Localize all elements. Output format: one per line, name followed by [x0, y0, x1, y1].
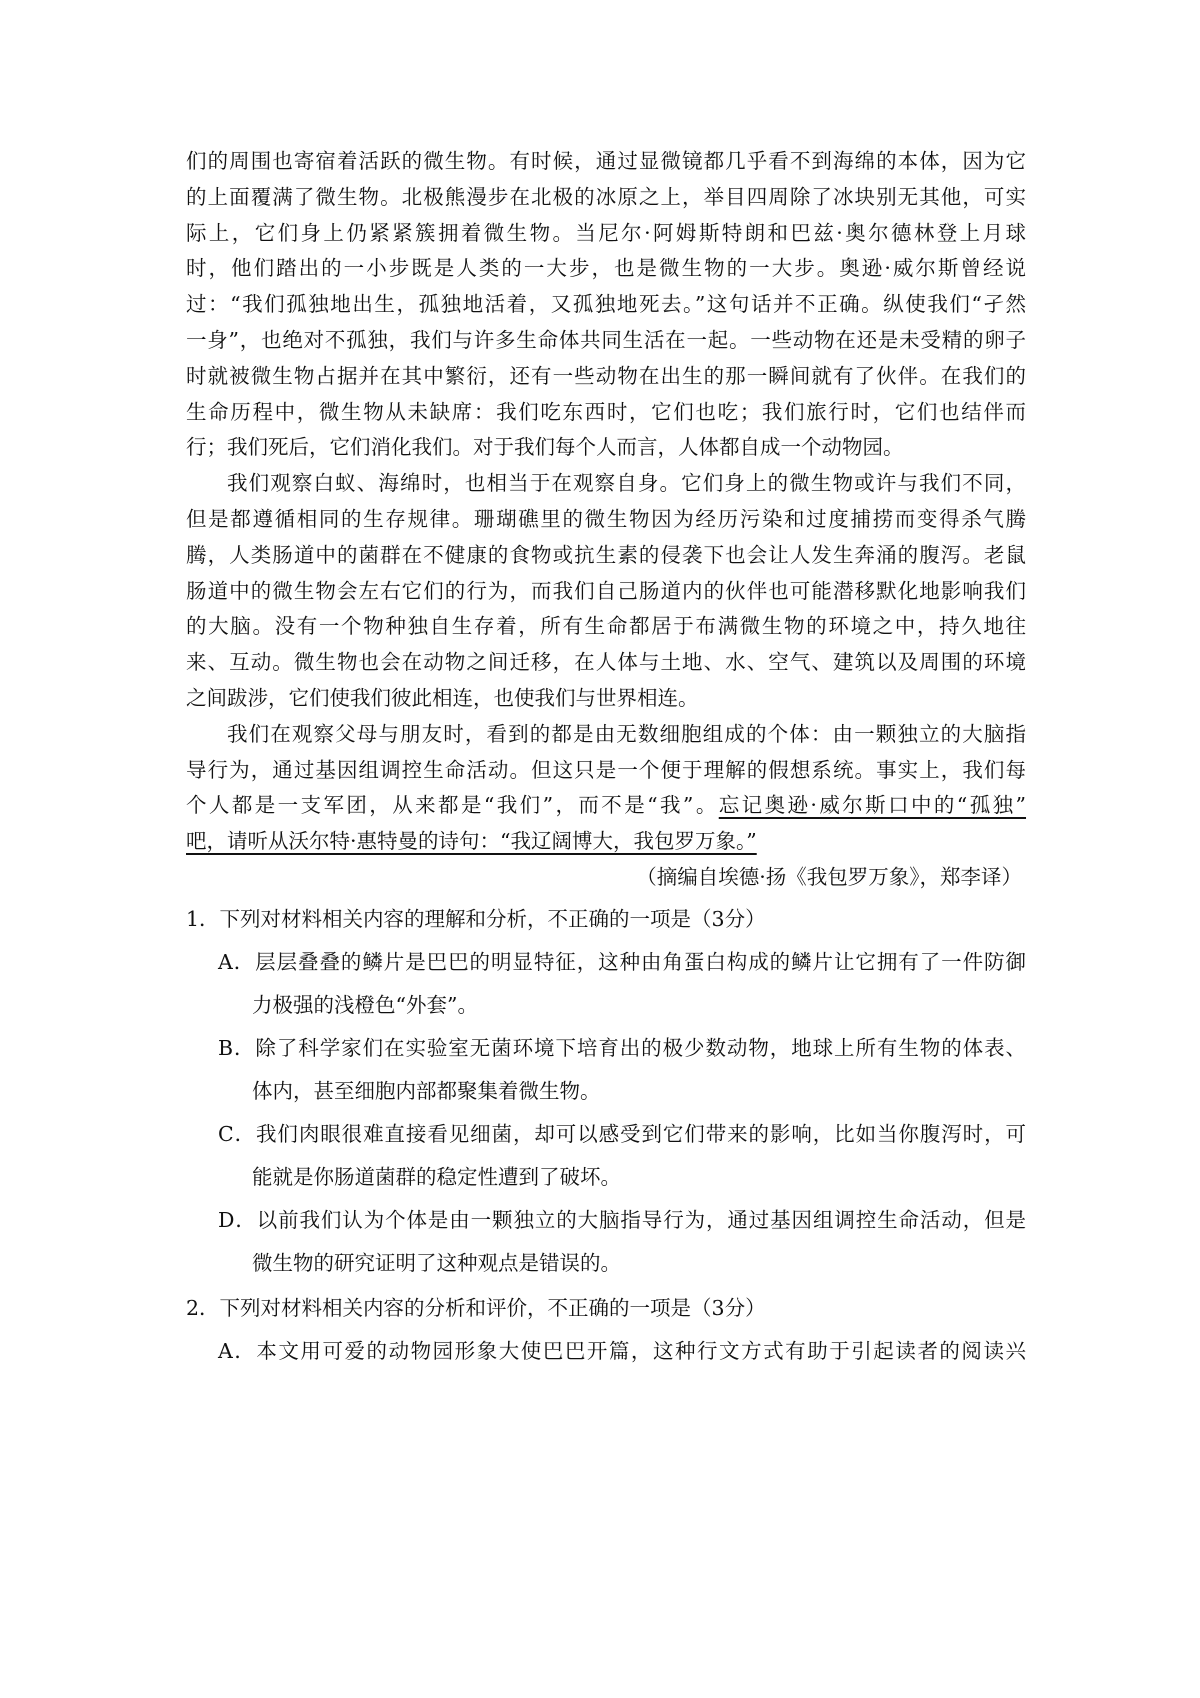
question-2	[186, 1287, 1026, 1373]
text-segment: 个人都是一支军团，从来都是“我们”，而不是“我”。	[186, 793, 719, 818]
option-line: 能就是你肠道菌群的稳定性遭到了破坏。	[252, 1164, 621, 1189]
text-line: 的上面覆满了微生物。北极熊漫步在北极的冰原之上，举目四周除了冰块别无其他，可实	[186, 184, 1026, 209]
option-line: D．以前我们认为个体是由一颗独立的大脑指导行为，通过基因组调控生命活动，但是	[218, 1207, 1026, 1232]
option-c	[186, 1113, 1026, 1199]
option-line: 微生物的研究证明了这种观点是错误的。	[252, 1250, 621, 1275]
text-line: 腾，人类肠道中的菌群在不健康的食物或抗生素的侵袭下也会让人发生奔涌的腹泻。老鼠	[186, 542, 1026, 567]
underlined-sentence: 吧，请听从沃尔特·惠特曼的诗句：“我辽阔博大，我包罗万象。”	[186, 829, 757, 854]
option-d	[186, 1199, 1026, 1285]
text-line: 我们在观察父母与朋友时，看到的都是由无数细胞组成的个体：由一颗独立的大脑指	[227, 721, 1026, 746]
paragraph-3	[186, 717, 1026, 860]
source-citation: （摘编自埃德·扬《我包罗万象》，郑李译）	[636, 864, 1022, 889]
paragraph-1	[186, 144, 1026, 466]
option-line: A．层层叠叠的鳞片是巴巴的明显特征，这种由角蛋白构成的鳞片让它拥有了一件防御	[218, 949, 1026, 974]
text-line: 生命历程中，微生物从未缺席：我们吃东西时，它们也吃；我们旅行时，它们也结伴而	[186, 399, 1026, 424]
option-line: 体内，甚至细胞内部都聚集着微生物。	[252, 1078, 601, 1103]
text-line: 肠道中的微生物会左右它们的行为，而我们自己肠道内的伙伴也可能潜移默化地影响我们	[186, 578, 1026, 603]
text-line: 们的周围也寄宿着活跃的微生物。有时候，通过显微镜都几乎看不到海绵的本体，因为它	[186, 149, 1026, 173]
option-a	[186, 1330, 1026, 1373]
text-line: 时就被微生物占据并在其中繁衍，还有一些动物在出生的那一瞬间就有了伙伴。在我们的	[186, 363, 1026, 388]
text-line	[186, 788, 1026, 824]
text-line: 行；我们死后，它们消化我们。对于我们每个人而言，人体都自成一个动物园。	[186, 435, 904, 460]
text-line: 一身”，也绝对不孤独，我们与许多生命体共同生活在一起。一些动物在还是未受精的卵子	[186, 327, 1026, 352]
option-b	[186, 1027, 1026, 1113]
option-a	[186, 941, 1026, 1027]
option-line: B．除了科学家们在实验室无菌环境下培育出的极少数动物，地球上所有生物的体表、	[218, 1035, 1026, 1060]
text-line: 时，他们踏出的一小步既是人类的一大步，也是微生物的一大步。奥逊·威尔斯曾经说	[186, 256, 1026, 281]
underlined-sentence: 忘记奥逊·威尔斯口中的“孤独”	[718, 793, 1027, 818]
exam-page	[186, 144, 1026, 1373]
option-line: 力极强的浅橙色“外套”。	[252, 992, 478, 1017]
question-1	[186, 898, 1026, 1285]
option-line: A．本文用可爱的动物园形象大使巴巴开篇，这种行文方式有助于引起读者的阅读兴	[218, 1338, 1026, 1363]
text-line: 过：“我们孤独地出生，孤独地活着，又孤独地死去。”这句话并不正确。纵使我们“孑然	[186, 292, 1026, 317]
text-line: 来、互动。微生物也会在动物之间迁移，在人体与土地、水、空气、建筑以及周围的环境	[186, 650, 1026, 675]
paragraph-2	[186, 466, 1026, 717]
text-line	[186, 824, 1026, 860]
text-line: 之间跋涉，它们使我们彼此相连，也使我们与世界相连。	[186, 685, 699, 710]
question-stem: 2．下列对材料相关内容的分析和评价，不正确的一项是（3分）	[186, 1295, 766, 1320]
text-line: 导行为，通过基因组调控生命活动。但这只是一个便于理解的假想系统。事实上，我们每	[186, 757, 1026, 782]
question-stem: 1．下列对材料相关内容的理解和分析，不正确的一项是（3分）	[186, 906, 766, 931]
text-line: 我们观察白蚁、海绵时，也相当于在观察自身。它们身上的微生物或许与我们不同，	[227, 471, 1026, 496]
option-line: C．我们肉眼很难直接看见细菌，却可以感受到它们带来的影响，比如当你腹泻时，可	[218, 1121, 1026, 1146]
text-line: 但是都遵循相同的生存规律。珊瑚礁里的微生物因为经历污染和过度捕捞而变得杀气腾	[186, 506, 1026, 531]
text-line: 际上，它们身上仍紧紧簇拥着微生物。当尼尔·阿姆斯特朗和巴兹·奥尔德林登上月球	[186, 220, 1026, 245]
text-line: 的大脑。没有一个物种独自生存着，所有生命都居于布满微生物的环境之中，持久地往	[186, 614, 1026, 639]
